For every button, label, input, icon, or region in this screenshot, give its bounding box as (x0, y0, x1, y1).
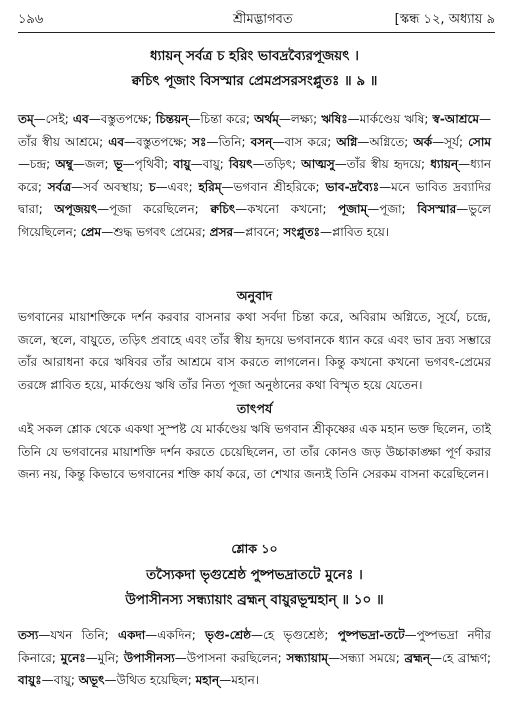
word-meaning: —মার্কণ্ডেয় ঋষি; (347, 112, 433, 126)
word-meaning: —পূজা; (367, 202, 418, 216)
sanskrit-word: সঃ (192, 134, 207, 149)
sanskrit-word: স্ব-আশ্রমে (432, 112, 480, 126)
book-title: শ্রীমদ্ভাগবত (233, 12, 293, 27)
page-number: ১৯৬ (18, 12, 44, 27)
sanskrit-word: চ (149, 179, 156, 194)
word-meaning: —পুষ্পভদ্রা নদীর কিনারে; (18, 628, 491, 665)
word-meaning: —ভগবান শ্রীহরিকে; (221, 179, 326, 194)
purport-text: এই সকল শ্লোক থেকে একথা সুস্পষ্ট যে মার্কণ্ডেয় ঋষি ভগবান শ্রীকৃষ্ণের এক মহান ভক্ত ছিলেন, তাই তিনি যে ভগবানের মায়াশক্তি দর্শন করতে চেয়েছিলেন, তা তাঁর কোনও জড় উচ্চাকাঙ্ক্ষা পূর্ণ করার জন্য নয়, কিন্তু কিভাবে ভগবানের শক্তি কার্য করে, তা শেখার জন্যই তিনি সেরকম বাসনা করেছিলেন। (18, 422, 491, 481)
sanskrit-word: বসন্ (250, 134, 273, 149)
sanskrit-word: উপাসীনস্য (123, 650, 175, 665)
word-meaning: —মহান। (219, 673, 260, 687)
word-meaning: —সূর্য; (432, 134, 469, 149)
sanskrit-word: তম্ (18, 112, 34, 126)
sanskrit-word: অগ্নি (336, 134, 358, 149)
sanskrit-word: একদা (117, 628, 146, 642)
word-meaning: —জল; (72, 157, 114, 171)
sanskrit-word: মুনেঃ (60, 650, 86, 665)
word-meaning: —বাস করে; (272, 134, 337, 149)
word-meaning: —শুদ্ধ ভগবৎ প্রেমের; (101, 224, 210, 239)
sanskrit-word: ক্বচিৎ (210, 202, 236, 216)
word-meaning: —লক্ষ্য; (278, 112, 322, 126)
sanskrit-word: বিয়ৎ (228, 157, 253, 171)
synonyms-verse-10 (18, 624, 491, 692)
word-meaning: —কখনো কখনো; (235, 202, 339, 216)
sanskrit-word: অপূজয়ৎ (54, 202, 98, 216)
sanskrit-word: পূজাম্ (338, 202, 368, 216)
word-meaning: —প্লাবনে; (233, 224, 284, 239)
sanskrit-word: ভাব-দ্রব্যৈঃ (325, 179, 380, 194)
word-meaning: —সন্ধ্যা সময়ে; (328, 650, 405, 665)
word-meaning: —উথিত হয়েছিল; (104, 673, 196, 687)
sanskrit-word: মহান্ (195, 673, 220, 687)
sanskrit-word: সন্ধ্যায়াম্ (286, 650, 329, 665)
word-meaning: —তিনি; (206, 134, 251, 149)
verse-10-line-2: উপাসীনস্য সন্ধ্যায়াং ব্রহ্মন্ বায়ুরভূন্মহান্ ॥ ১০ ॥ (125, 592, 384, 608)
sanskrit-word: বিসস্মার (417, 202, 457, 216)
page-header (18, 8, 495, 30)
sanskrit-word: ধ্যায়ন্ (430, 157, 459, 171)
chapter-reference: [স্কন্ধ ১২, অধ্যায় ৯ (394, 12, 495, 27)
sanskrit-word: বায়ু (173, 157, 191, 171)
sanskrit-word: ঋষিঃ (321, 112, 348, 126)
word-meaning: —বস্তুতপক্ষে; (88, 112, 156, 126)
sanskrit-word: হরিম্ (198, 179, 222, 194)
synonyms-verse-9 (18, 108, 491, 243)
word-meaning: —সেই; (33, 112, 73, 126)
word-meaning: —তড়িৎ; (252, 157, 302, 171)
sanskrit-word: অম্বু (55, 157, 73, 171)
sanskrit-word: প্রসর (209, 224, 234, 239)
sanskrit-word: প্রেম (80, 224, 102, 239)
sanskrit-word: ভূ (113, 157, 123, 171)
word-meaning: —তাঁর স্বীয় হৃদয়ে; (334, 157, 431, 171)
word-meaning: —সর্ব অবস্থায়; (71, 179, 150, 194)
sanskrit-word: পুষ্পভদ্রা-তটে (337, 628, 405, 642)
word-meaning: —অগ্নিতে; (357, 134, 414, 149)
word-meaning: —উপাসনা করছিলেন; (174, 650, 287, 665)
sanskrit-word: তস্য (18, 628, 39, 642)
word-meaning: —বায়ু; (190, 157, 229, 171)
sanskrit-word: এব (72, 112, 89, 126)
verse-9-line-1: ধ্যায়ন্ সর্বত্র চ হরিং ভাবদ্রব্যৈরপূজয়ৎ । (150, 48, 359, 64)
sanskrit-word: ব্রহ্মন্ (404, 650, 430, 665)
word-meaning: —একদিন; (145, 628, 206, 642)
word-meaning: —হে ব্রাহ্মণ; (430, 650, 492, 665)
word-meaning: —এবং; (155, 179, 199, 194)
purport-heading: তাৎপর্য (236, 401, 273, 416)
sanskrit-word: এব (108, 134, 125, 149)
word-meaning: —প্লাবিত হয়ে। (320, 224, 390, 239)
word-meaning: —মুনি; (85, 650, 124, 665)
word-meaning: —চন্দ্র; (18, 157, 56, 171)
sanskrit-word: চিন্তয়ন্ (155, 112, 189, 126)
word-meaning: —মনে ভাবিত দ্রব্যাদির দ্বারা; (18, 179, 491, 216)
sanskrit-word: আত্মসু (301, 157, 335, 171)
header-rule (18, 32, 495, 33)
word-meaning: —তাঁর স্বীয় আশ্রমে; (18, 112, 492, 149)
word-meaning: —যখন তিনি; (38, 628, 118, 642)
sanskrit-word: অর্ক (413, 134, 433, 149)
verse-10-line-1: তস্যৈকদা ভৃগুশ্রেষ্ঠ পুষ্পভদ্রাতটে মুনেঃ । (146, 567, 363, 583)
sanskrit-word: অর্থম্ (254, 112, 279, 126)
translation-heading: অনুবাদ (236, 288, 273, 303)
word-meaning: —বায়ু; (41, 673, 79, 687)
word-meaning: —পূজা করেছিলেন; (97, 202, 211, 216)
sanskrit-word: বায়ুঃ (18, 673, 42, 687)
word-meaning: —হে ভৃগুশ্রেষ্ঠ; (251, 628, 338, 642)
verse-10-heading: শ্লোক ১০ (231, 541, 278, 556)
sanskrit-word: সোম (468, 134, 492, 149)
word-meaning: —ভুলে গিয়েছিলেন; (18, 202, 491, 239)
sanskrit-word: সংপ্লুতঃ (283, 224, 321, 239)
sanskrit-word: অভূৎ (78, 673, 105, 687)
word-meaning: —চিন্তা করে; (188, 112, 255, 126)
verse-9-line-2: ক্বচিৎ পূজাং বিসস্মার প্রেমপ্রসরসংপ্লুতঃ ॥ ৯ ॥ (131, 73, 378, 89)
word-meaning: —পৃথিবী; (122, 157, 174, 171)
word-meaning: —ধ্যান করে; (18, 157, 492, 194)
sanskrit-word: সর্বত্র (47, 179, 72, 194)
translation-text: ভগবানের মায়াশক্তিকে দর্শন করবার বাসনার কথা সর্বদা চিন্তা করে, অবিরাম অগ্নিতে, সূর্যে, চন্দ্রে, জলে, স্থলে, বায়ুতে, তড়িৎ প্রবাহে এবং তাঁর স্বীয় হৃদয়ে ভগবানকে ধ্যান করে এবং ভাব দ্রব্য সম্ভারে তাঁর আরাধনা করে ঋষিবর তাঁর আশ্রমে বাস করতে লাগলেন। কিন্তু কখনো কখনো ভগবৎ-প্রেমের তরঙ্গে প্লাবিত হয়ে, মার্কণ্ডেয় ঋষি তাঁর নিত্য পূজা অনুষ্ঠানের কথা বিস্মৃত হয়ে যেতেন। (18, 310, 491, 392)
sanskrit-word: ভৃগু-শ্রেষ্ঠ (205, 628, 251, 642)
word-meaning: —বস্তুতপক্ষে; (124, 134, 193, 149)
